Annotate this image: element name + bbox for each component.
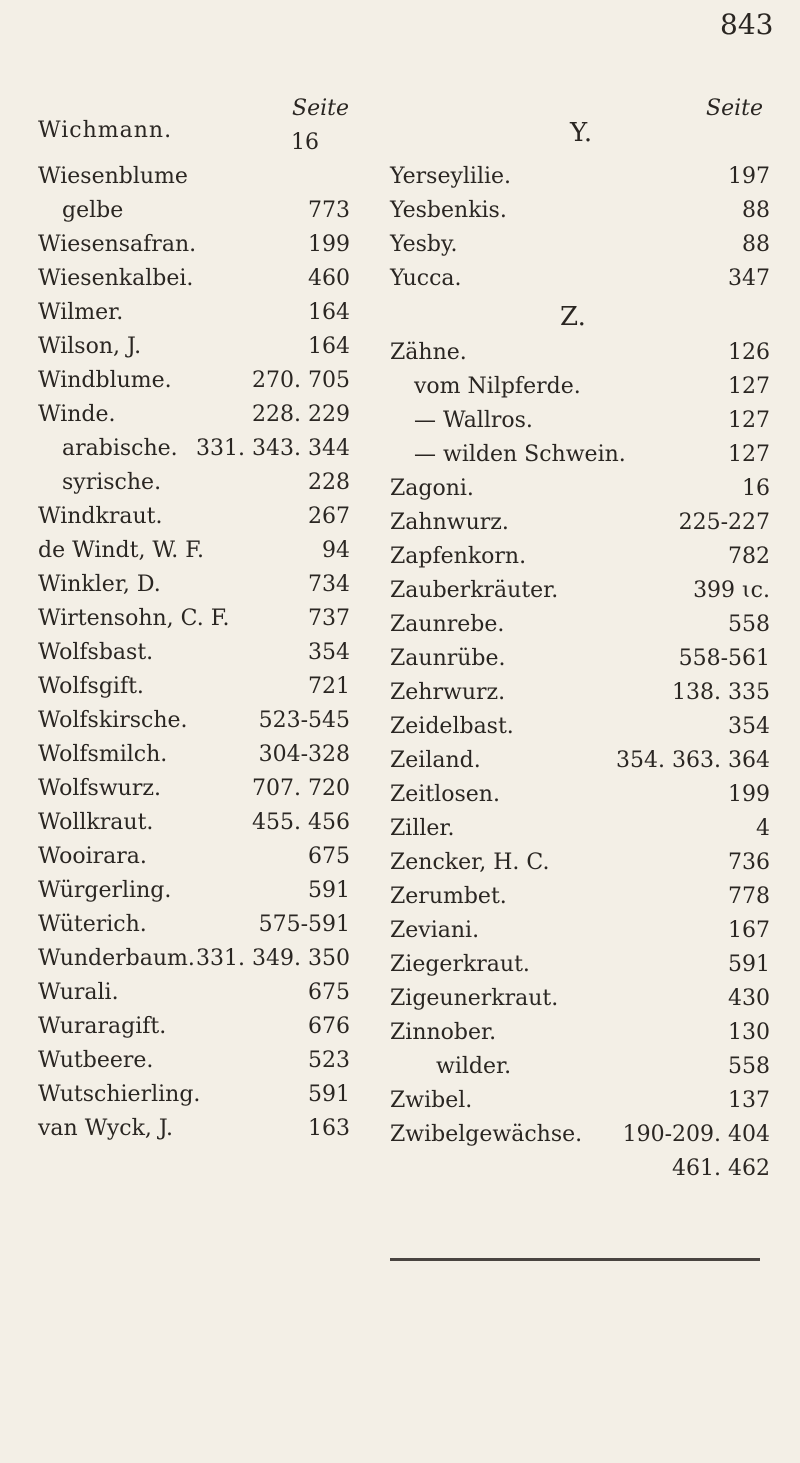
index-entry bbox=[390, 408, 770, 442]
entry-term: Winkler, D. bbox=[38, 572, 161, 597]
entry-term: Wiesenblume bbox=[38, 164, 188, 189]
entry-page: 228. 229 bbox=[252, 402, 350, 427]
index-entry bbox=[38, 232, 378, 266]
entry-page: 127 bbox=[728, 374, 770, 399]
index-entry bbox=[38, 538, 378, 572]
index-entry bbox=[390, 1088, 770, 1122]
entry-page: 558 bbox=[728, 612, 770, 637]
entry-page: 197 bbox=[728, 164, 770, 189]
entry-term: Wuraragift. bbox=[38, 1014, 167, 1039]
entry-page: 676 bbox=[308, 1014, 350, 1039]
entry-page: 126 bbox=[728, 340, 770, 365]
entry-term: Wolfsmilch. bbox=[38, 742, 168, 767]
entry-term: Zehrwurz. bbox=[390, 680, 506, 705]
entry-page: 138. 335 bbox=[672, 680, 770, 705]
entry-term: Zaunrebe. bbox=[390, 612, 505, 637]
right-column bbox=[390, 96, 770, 1190]
left-column bbox=[38, 96, 378, 1150]
entry-term: Zagoni. bbox=[390, 476, 474, 501]
index-entry bbox=[390, 442, 770, 476]
index-entry bbox=[390, 164, 770, 198]
index-entry bbox=[38, 1116, 378, 1150]
entry-term: Würgerling. bbox=[38, 878, 172, 903]
entry-page: 591 bbox=[728, 952, 770, 977]
entry-term: Yucca. bbox=[390, 266, 462, 291]
entry-term: Zerumbet. bbox=[390, 884, 507, 909]
left-entry-list bbox=[38, 164, 378, 1150]
entry-term: — Wallros. bbox=[414, 408, 533, 433]
section-letter-z: Z. bbox=[560, 302, 586, 332]
index-entry bbox=[390, 986, 770, 1020]
entry-page: 228 bbox=[308, 470, 350, 495]
index-entry bbox=[38, 878, 378, 912]
seite-label-right: Seite bbox=[706, 96, 763, 121]
entry-term: — wilden Schwein. bbox=[414, 442, 626, 467]
entry-page: 523-545 bbox=[258, 708, 350, 733]
entry-page: 773 bbox=[308, 198, 350, 223]
entry-term: Zeitlosen. bbox=[390, 782, 500, 807]
index-entry bbox=[38, 164, 378, 198]
entry-term: Zahnwurz. bbox=[390, 510, 509, 535]
index-entry bbox=[390, 374, 770, 408]
entry-term: Zeiland. bbox=[390, 748, 481, 773]
index-entry bbox=[390, 918, 770, 952]
index-entry bbox=[390, 646, 770, 680]
running-head-page: 16 bbox=[291, 130, 319, 155]
section-letter-y: Y. bbox=[570, 118, 593, 148]
entry-term: van Wyck, J. bbox=[38, 1116, 174, 1141]
entry-term: Zinnober. bbox=[390, 1020, 497, 1045]
index-entry bbox=[390, 1020, 770, 1054]
entry-term: Wiesensafran. bbox=[38, 232, 197, 257]
entry-page: 164 bbox=[308, 334, 350, 359]
entry-term: Wilmer. bbox=[38, 300, 124, 325]
entry-page: 137 bbox=[728, 1088, 770, 1113]
entry-page: 675 bbox=[308, 980, 350, 1005]
entry-term: Yesby. bbox=[390, 232, 458, 257]
right-entry-list-z bbox=[390, 340, 770, 1190]
index-entry bbox=[38, 946, 378, 980]
entry-page: 88 bbox=[742, 198, 770, 223]
entry-term: vom Nilpferde. bbox=[414, 374, 581, 399]
entry-page: 167 bbox=[728, 918, 770, 943]
index-entry bbox=[38, 606, 378, 640]
entry-page: 270. 705 bbox=[252, 368, 350, 393]
index-entry bbox=[38, 980, 378, 1014]
index-entry bbox=[390, 1156, 770, 1190]
entry-term: Wolfsgift. bbox=[38, 674, 144, 699]
entry-term: Windblume. bbox=[38, 368, 172, 393]
entry-page: 591 bbox=[308, 1082, 350, 1107]
index-entry bbox=[38, 572, 378, 606]
entry-page: 127 bbox=[728, 442, 770, 467]
index-entry bbox=[38, 368, 378, 402]
entry-page: 127 bbox=[728, 408, 770, 433]
entry-page: 164 bbox=[308, 300, 350, 325]
index-entry bbox=[390, 340, 770, 374]
index-entry bbox=[38, 674, 378, 708]
index-entry bbox=[390, 232, 770, 266]
entry-page: 225-227 bbox=[678, 510, 770, 535]
entry-term: Zapfenkorn. bbox=[390, 544, 527, 569]
left-column-header bbox=[38, 96, 378, 164]
index-entry bbox=[38, 708, 378, 742]
entry-page: 267 bbox=[308, 504, 350, 529]
index-entry bbox=[390, 850, 770, 884]
entry-page: 88 bbox=[742, 232, 770, 257]
entry-page: 190-209. 404 bbox=[622, 1122, 770, 1147]
entry-term: Ziegerkraut. bbox=[390, 952, 530, 977]
seite-label-left: Seite bbox=[292, 96, 349, 121]
index-entry bbox=[38, 912, 378, 946]
index-entry bbox=[38, 1082, 378, 1116]
entry-page: 707. 720 bbox=[252, 776, 350, 801]
index-entry bbox=[38, 504, 378, 538]
entry-term: Winde. bbox=[38, 402, 116, 427]
entry-term: Yesbenkis. bbox=[390, 198, 507, 223]
entry-page: 354 bbox=[308, 640, 350, 665]
entry-page: 721 bbox=[308, 674, 350, 699]
entry-page: 575-591 bbox=[258, 912, 350, 937]
index-entry bbox=[38, 810, 378, 844]
entry-term: Zwibelgewächse. bbox=[390, 1122, 583, 1147]
entry-term: Zeviani. bbox=[390, 918, 480, 943]
index-entry bbox=[390, 1054, 770, 1088]
entry-page: 347 bbox=[728, 266, 770, 291]
entry-term: Zwibel. bbox=[390, 1088, 473, 1113]
entry-term: de Windt, W. F. bbox=[38, 538, 205, 563]
index-entry bbox=[38, 402, 378, 436]
entry-page: 461. 462 bbox=[672, 1156, 770, 1181]
entry-term: Zähne. bbox=[390, 340, 467, 365]
index-entry bbox=[390, 714, 770, 748]
entry-term: Wutbeere. bbox=[38, 1048, 154, 1073]
index-entry bbox=[38, 334, 378, 368]
index-entry bbox=[390, 544, 770, 578]
entry-page: 737 bbox=[308, 606, 350, 631]
index-entry bbox=[38, 300, 378, 334]
index-entry bbox=[390, 1122, 770, 1156]
entry-term: Zauberkräuter. bbox=[390, 578, 559, 603]
entry-page: 399 ɩc. bbox=[693, 578, 770, 603]
right-entry-list-y bbox=[390, 164, 770, 300]
entry-term: Zaunrübe. bbox=[390, 646, 506, 671]
section-heading-z bbox=[390, 300, 770, 340]
index-entry bbox=[38, 1014, 378, 1048]
index-entry bbox=[390, 198, 770, 232]
entry-term: Wirtensohn, C. F. bbox=[38, 606, 230, 631]
entry-term: Yerseylilie. bbox=[390, 164, 512, 189]
index-entry bbox=[38, 266, 378, 300]
entry-term: arabische. bbox=[62, 436, 178, 461]
index-entry bbox=[38, 640, 378, 674]
entry-page: 734 bbox=[308, 572, 350, 597]
entry-term: gelbe bbox=[62, 198, 124, 223]
entry-term: Wolfsbast. bbox=[38, 640, 154, 665]
index-entry bbox=[390, 680, 770, 714]
index-entry bbox=[390, 612, 770, 646]
index-entry bbox=[38, 436, 378, 470]
entry-term: Wolfskirsche. bbox=[38, 708, 188, 733]
entry-page: 460 bbox=[308, 266, 350, 291]
index-entry bbox=[390, 266, 770, 300]
entry-page: 558 bbox=[728, 1054, 770, 1079]
entry-term: syrische. bbox=[62, 470, 162, 495]
entry-page: 304-328 bbox=[258, 742, 350, 767]
index-entry bbox=[38, 844, 378, 878]
entry-page: 354 bbox=[728, 714, 770, 739]
entry-term: Ziller. bbox=[390, 816, 455, 841]
page-number: 843 bbox=[720, 8, 774, 41]
entry-term: Wiesenkalbei. bbox=[38, 266, 194, 291]
entry-term: Wooirara. bbox=[38, 844, 147, 869]
bottom-rule bbox=[390, 1258, 760, 1261]
index-entry bbox=[390, 476, 770, 510]
index-entry bbox=[390, 782, 770, 816]
index-entry bbox=[38, 470, 378, 504]
index-entry bbox=[38, 1048, 378, 1082]
entry-term: Zencker, H. C. bbox=[390, 850, 550, 875]
entry-page: 16 bbox=[742, 476, 770, 501]
entry-page: 94 bbox=[322, 538, 350, 563]
entry-page: 558-561 bbox=[678, 646, 770, 671]
entry-term: Wilson, J. bbox=[38, 334, 142, 359]
entry-term: wilder. bbox=[436, 1054, 512, 1079]
index-entry bbox=[390, 510, 770, 544]
index-entry bbox=[390, 578, 770, 612]
index-entry bbox=[390, 816, 770, 850]
entry-term: Zeidelbast. bbox=[390, 714, 514, 739]
entry-term: Zigeunerkraut. bbox=[390, 986, 559, 1011]
right-column-header bbox=[390, 96, 770, 164]
entry-term: Windkraut. bbox=[38, 504, 163, 529]
entry-term: Wurali. bbox=[38, 980, 119, 1005]
entry-page: 331. 349. 350 bbox=[196, 946, 350, 971]
index-entry bbox=[390, 884, 770, 918]
entry-page: 199 bbox=[308, 232, 350, 257]
entry-term: Wunderbaum. bbox=[38, 946, 195, 971]
entry-page: 130 bbox=[728, 1020, 770, 1045]
entry-page: 782 bbox=[728, 544, 770, 569]
entry-page: 523 bbox=[308, 1048, 350, 1073]
running-head-word: Wichmann. bbox=[38, 118, 173, 143]
entry-page: 4 bbox=[756, 816, 770, 841]
entry-term: Wollkraut. bbox=[38, 810, 154, 835]
entry-term: Wolfswurz. bbox=[38, 776, 161, 801]
index-entry bbox=[390, 952, 770, 986]
entry-page: 163 bbox=[308, 1116, 350, 1141]
entry-page: 455. 456 bbox=[252, 810, 350, 835]
entry-term: Wüterich. bbox=[38, 912, 147, 937]
index-entry bbox=[38, 742, 378, 776]
entry-page: 199 bbox=[728, 782, 770, 807]
entry-term: Wutschierling. bbox=[38, 1082, 201, 1107]
entry-page: 778 bbox=[728, 884, 770, 909]
index-entry bbox=[38, 776, 378, 810]
entry-page: 736 bbox=[728, 850, 770, 875]
entry-page: 331. 343. 344 bbox=[196, 436, 350, 461]
index-entry bbox=[38, 198, 378, 232]
entry-page: 591 bbox=[308, 878, 350, 903]
entry-page: 675 bbox=[308, 844, 350, 869]
entry-page: 354. 363. 364 bbox=[616, 748, 770, 773]
entry-page: 430 bbox=[728, 986, 770, 1011]
index-entry bbox=[390, 748, 770, 782]
